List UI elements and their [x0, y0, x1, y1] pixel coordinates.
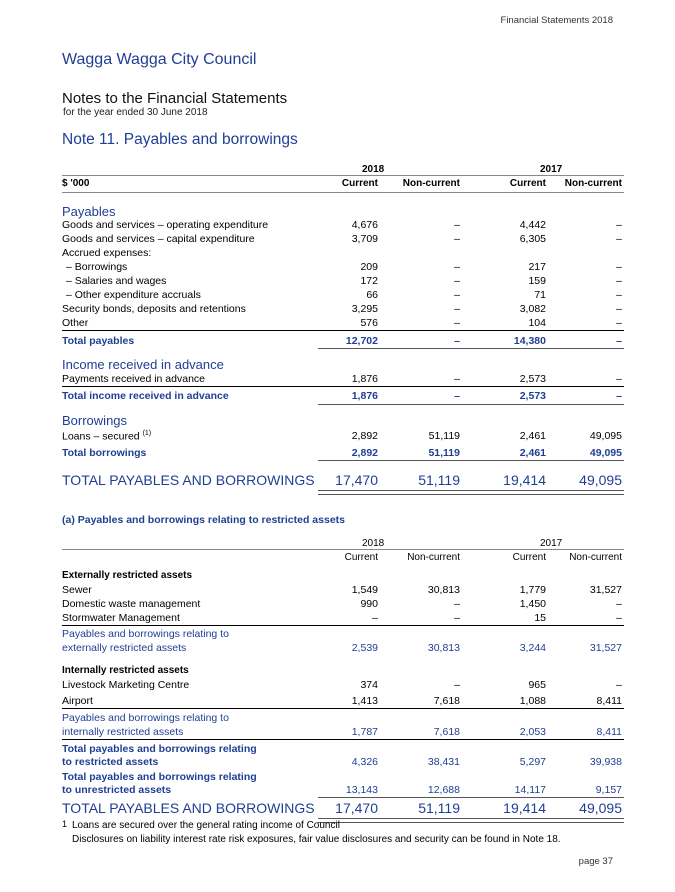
cell: 2,053 — [519, 726, 546, 738]
cell: 2,892 — [351, 447, 378, 459]
cell: – — [616, 598, 622, 610]
grand-total-label: TOTAL PAYABLES AND BORROWINGS — [62, 472, 315, 488]
row-label: Payments received in advance — [62, 373, 205, 385]
cell: 3,244 — [519, 642, 546, 654]
col-noncurrent-2017: Non-current — [564, 178, 622, 189]
cell: – — [372, 612, 378, 624]
total-row — [62, 769, 624, 798]
subtotal-row — [62, 709, 624, 740]
cell: 965 — [528, 679, 546, 691]
note-title: Note 11. Payables and borrowings — [62, 131, 298, 148]
footnote-ref: (1) — [142, 430, 152, 437]
table-row — [62, 611, 624, 626]
cell: 1,876 — [351, 390, 378, 402]
cell: 19,414 — [503, 472, 546, 488]
cell: 2,892 — [351, 430, 378, 442]
cell: 1,450 — [519, 598, 546, 610]
cell: 2,573 — [519, 373, 546, 385]
cell: 12,688 — [427, 784, 460, 796]
cell: 12,702 — [345, 335, 378, 347]
cell: – — [454, 373, 460, 385]
table-row — [62, 288, 624, 302]
cell: 66 — [366, 289, 378, 301]
cell: 1,549 — [351, 584, 378, 596]
cell: 71 — [534, 289, 546, 301]
cell: 8,411 — [596, 726, 622, 738]
cell: 9,157 — [595, 784, 622, 796]
cell: 49,095 — [579, 800, 622, 816]
row-label: – Salaries and wages — [66, 275, 167, 287]
total-row — [62, 443, 624, 461]
cell: 15 — [534, 612, 546, 624]
cell: 104 — [528, 317, 546, 329]
col-current-2017: Current — [512, 552, 546, 563]
cell: – — [616, 679, 622, 691]
row-label: Goods and services – operating expenditure — [62, 219, 269, 231]
internal-heading: Internally restricted assets — [62, 665, 189, 676]
cell: 19,414 — [503, 800, 546, 816]
footnote-2: Disclosures on liability interest rate risk exposures, fair value disclosures and security can be found in Note 18. — [72, 834, 561, 845]
grand-total-row — [62, 798, 624, 818]
cell: 49,095 — [589, 430, 622, 442]
total-row — [62, 740, 624, 769]
notes-title: Notes to the Financial Statements — [62, 90, 288, 107]
cell: – — [616, 275, 622, 287]
table-row — [62, 597, 624, 611]
cell: 17,470 — [335, 472, 378, 488]
cell: – — [616, 261, 622, 273]
year-2017: 2017 — [540, 538, 563, 549]
row-label: Goods and services – capital expenditure — [62, 233, 255, 245]
cell: 13,143 — [345, 784, 378, 796]
cell: 31,527 — [589, 584, 622, 596]
table-row — [62, 583, 624, 597]
col-current-2018: Current — [344, 552, 378, 563]
cell: 30,813 — [427, 642, 460, 654]
cell: 2,461 — [519, 447, 546, 459]
grand-total-row — [62, 461, 624, 490]
row-label: Security bonds, deposits and retentions — [62, 303, 246, 315]
col-noncurrent-2018: Non-current — [402, 178, 460, 189]
cell: 49,095 — [579, 472, 622, 488]
external-heading: Externally restricted assets — [62, 570, 193, 581]
table-row — [62, 372, 624, 387]
row-label: Accrued expenses: — [62, 247, 152, 259]
col-noncurrent-2017: Non-current — [569, 552, 622, 563]
col-current-2017: Current — [509, 178, 546, 189]
row-label — [62, 430, 151, 443]
footnote-marker: 1 — [62, 819, 68, 829]
subtotal-label-line2: internally restricted assets — [62, 726, 184, 738]
table-row — [62, 246, 624, 260]
section-heading-row — [62, 349, 624, 372]
cell: – — [454, 289, 460, 301]
cell: 39,938 — [589, 756, 622, 768]
cell: 1,088 — [519, 695, 546, 707]
restricted-assets-table — [62, 537, 624, 818]
cell: 7,618 — [433, 695, 460, 707]
subtotal-label-line1: Payables and borrowings relating to — [62, 712, 229, 724]
total-label-line2: to unrestricted assets — [62, 784, 172, 796]
cell: 172 — [360, 275, 378, 287]
subtotal-row — [62, 626, 624, 656]
double-underline — [318, 490, 624, 495]
cell: 7,618 — [433, 726, 460, 738]
cell: 1,413 — [351, 695, 378, 707]
cell: 209 — [360, 261, 378, 273]
table-row — [62, 692, 624, 709]
year-2018: 2018 — [362, 164, 385, 175]
row-label: Livestock Marketing Centre — [62, 679, 190, 691]
row-label: Sewer — [62, 584, 92, 596]
cell: 374 — [360, 679, 378, 691]
cell: – — [616, 219, 622, 231]
double-underline — [318, 818, 624, 823]
cell: – — [454, 303, 460, 315]
row-label: – Other expenditure accruals — [66, 289, 201, 301]
cell: 990 — [360, 598, 378, 610]
row-label: – Borrowings — [66, 261, 128, 273]
row-label: Stormwater Management — [62, 612, 180, 624]
table-row — [62, 218, 624, 232]
borrowings-heading: Borrowings — [62, 413, 128, 428]
income-heading: Income received in advance — [62, 357, 224, 372]
section-heading-row — [62, 405, 624, 427]
table-row — [62, 274, 624, 288]
cell: 4,326 — [351, 756, 378, 768]
total-label: Total borrowings — [62, 447, 147, 459]
row-label: Airport — [62, 695, 93, 707]
col-noncurrent-2018: Non-current — [407, 552, 460, 563]
table-row — [62, 678, 624, 692]
column-header-row — [62, 176, 624, 192]
cell: 38,431 — [427, 756, 460, 768]
total-label-line1: Total payables and borrowings relating — [62, 743, 257, 755]
row-label: Domestic waste management — [62, 598, 201, 610]
cell: 31,527 — [589, 642, 622, 654]
subtotal-label-line2: externally restricted assets — [62, 642, 187, 654]
year-2017: 2017 — [540, 164, 563, 175]
subtotal-label-line1: Payables and borrowings relating to — [62, 628, 229, 640]
payables-table — [62, 163, 624, 490]
total-row — [62, 387, 624, 405]
cell: 8,411 — [596, 695, 622, 707]
table-row — [62, 302, 624, 316]
cell: – — [454, 261, 460, 273]
cell: – — [454, 233, 460, 245]
total-row — [62, 331, 624, 349]
cell: 2,539 — [351, 642, 378, 654]
cell: 51,119 — [428, 447, 460, 459]
col-current-2018: Current — [341, 178, 378, 189]
cell: 6,305 — [519, 233, 546, 245]
running-header: Financial Statements 2018 — [500, 15, 613, 26]
cell: 3,082 — [519, 303, 546, 315]
footnote-1: Loans are secured over the general rating income of Council — [72, 820, 340, 831]
row-label: Other — [62, 317, 89, 329]
table-row — [62, 260, 624, 274]
cell: 17,470 — [335, 800, 378, 816]
cell: 51,119 — [418, 472, 460, 488]
cell: 3,295 — [351, 303, 378, 315]
payables-heading: Payables — [62, 204, 116, 219]
cell: – — [454, 275, 460, 287]
cell: 3,709 — [351, 233, 378, 245]
cell: 2,461 — [519, 430, 546, 442]
cell: – — [616, 335, 622, 347]
cell: 30,813 — [427, 584, 460, 596]
cell: 14,117 — [514, 784, 546, 796]
cell: 1,876 — [351, 373, 378, 385]
cell: – — [454, 598, 460, 610]
grand-total-label: TOTAL PAYABLES AND BORROWINGS — [62, 800, 315, 816]
year-2018: 2018 — [362, 538, 385, 549]
cell: 49,095 — [589, 447, 622, 459]
cell: – — [454, 317, 460, 329]
cell: – — [616, 289, 622, 301]
table-row — [62, 232, 624, 246]
total-label-line1: Total payables and borrowings relating — [62, 771, 257, 783]
subsection-title: (a) Payables and borrowings relating to restricted assets — [62, 514, 346, 526]
table-row — [62, 316, 624, 331]
cell: 51,119 — [418, 800, 460, 816]
total-label: Total payables — [62, 335, 135, 347]
cell: – — [616, 612, 622, 624]
cell: – — [616, 303, 622, 315]
cell: – — [454, 335, 460, 347]
cell: 4,676 — [351, 219, 378, 231]
cell: 159 — [528, 275, 546, 287]
organisation-name: Wagga Wagga City Council — [62, 51, 257, 68]
cell: – — [616, 390, 622, 402]
unit-label: $ '000 — [62, 178, 90, 189]
cell: – — [616, 373, 622, 385]
page-number: page 37 — [578, 856, 613, 867]
section-heading-row — [62, 656, 624, 678]
cell: – — [454, 219, 460, 231]
cell: – — [454, 679, 460, 691]
cell: 51,119 — [428, 430, 460, 442]
section-heading-row — [62, 192, 624, 218]
cell: – — [616, 317, 622, 329]
cell: – — [616, 233, 622, 245]
cell: 1,779 — [519, 584, 546, 596]
section-heading-row — [62, 566, 624, 583]
cell: 5,297 — [519, 756, 546, 768]
cell: 217 — [528, 261, 546, 273]
cell: 1,787 — [351, 726, 378, 738]
column-header-row — [62, 550, 624, 566]
loans-label: Loans – secured — [62, 430, 140, 443]
cell: 2,573 — [519, 390, 546, 402]
cell: 576 — [360, 317, 378, 329]
total-label-line2: to restricted assets — [62, 756, 159, 768]
total-label: Total income received in advance — [62, 390, 229, 402]
period-subtitle: for the year ended 30 June 2018 — [63, 107, 208, 118]
cell: – — [454, 612, 460, 624]
table-row — [62, 427, 624, 443]
cell: 14,380 — [513, 335, 546, 347]
cell: – — [454, 390, 460, 402]
cell: 4,442 — [519, 219, 546, 231]
